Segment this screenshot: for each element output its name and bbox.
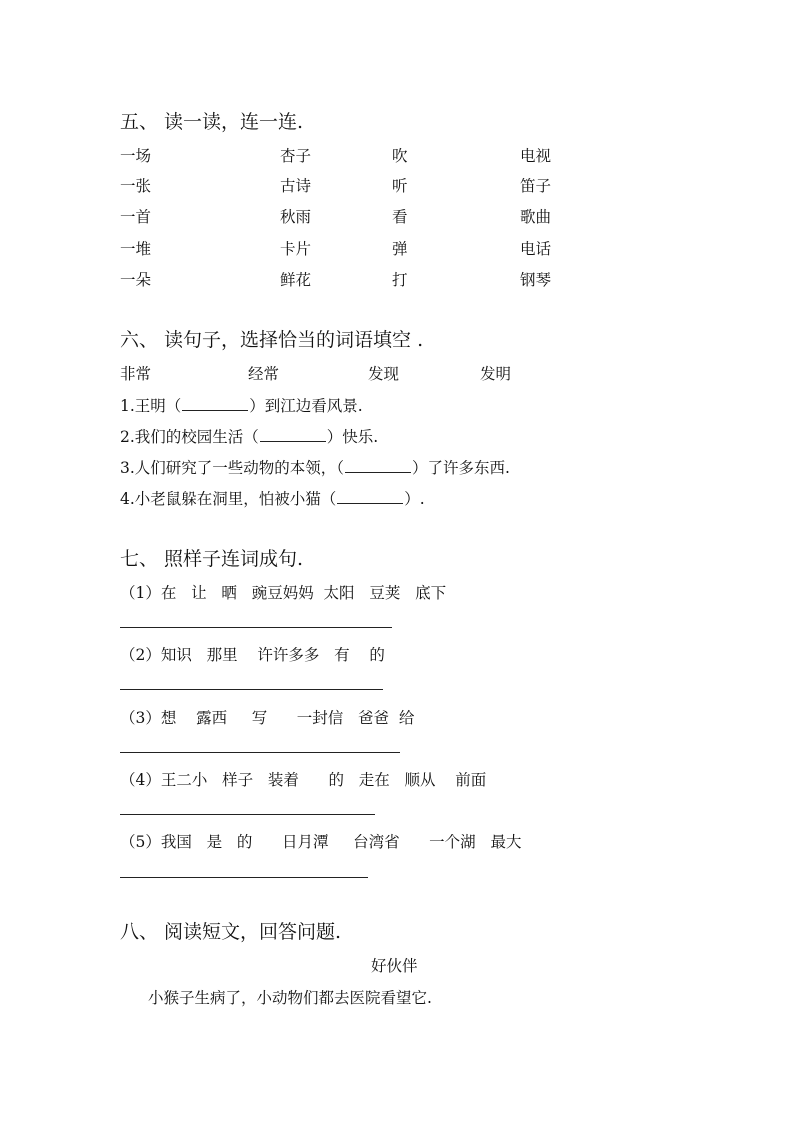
sentence-4-end: ）. [404,490,425,508]
word-choice: 经常 [248,365,280,383]
fill-blank[interactable] [337,489,403,504]
col1-item: 一场 [120,147,152,165]
story-paragraph: 小猴子生病了，小动物们都去医院看望它. [148,989,432,1007]
section-7-title: 七、 照样子连词成句. [120,548,304,570]
section-6-title: 六、 读句子，选择恰当的词语填空 . [120,329,424,351]
word-order-item-3: （3）想 露西 写 一封信 爸爸 给 [120,709,415,727]
col4-item: 钢琴 [520,271,552,289]
col2-item: 杏子 [280,147,312,165]
sentence-4-start: 4.小老鼠躲在洞里，怕被小猫（ [120,490,337,508]
answer-line[interactable] [120,627,392,628]
col3-item: 看 [392,208,408,226]
col4-item: 电视 [520,147,552,165]
word-choice: 发现 [368,365,400,383]
col3-item: 打 [392,271,408,289]
sentence-3 [120,456,510,478]
section-5-title: 五、 读一读，连一连. [120,111,304,133]
sentence-2-start: 2.我们的校园生活（ [120,428,259,446]
answer-line[interactable] [120,814,375,815]
col2-item: 古诗 [280,177,312,195]
word-order-item-1: （1）在 让 晒 豌豆妈妈 太阳 豆荚 底下 [120,584,447,602]
col3-item: 听 [392,177,408,195]
fill-blank[interactable] [345,458,411,473]
sentence-1-start: 1.王明（ [120,397,182,415]
story-title: 好伙伴 [371,957,418,975]
col2-item: 秋雨 [280,208,312,226]
col1-item: 一堆 [120,240,152,258]
sentence-3-end: ）了许多东西. [412,459,510,477]
sentence-1-end: ）到江边看风景. [249,397,363,415]
word-order-item-4: （4）王二小 样子 装着 的 走在 顺从 前面 [120,771,487,789]
col3-item: 吹 [392,147,408,165]
word-choice: 非常 [120,365,152,383]
sentence-2-end: ）快乐. [326,428,379,446]
sentence-1 [120,394,363,416]
answer-line[interactable] [120,752,400,753]
word-order-item-5: （5）我国 是 的 日月潭 台湾省 一个湖 最大 [120,833,522,851]
sentence-3-start: 3.人们研究了一些动物的本领，（ [120,459,345,477]
col4-item: 电话 [520,240,552,258]
col4-item: 笛子 [520,177,552,195]
sentence-2 [120,425,378,447]
word-choice: 发明 [480,365,512,383]
answer-line[interactable] [120,877,368,878]
section-8-title: 八、 阅读短文，回答问题. [120,921,342,943]
word-order-item-2: （2）知识 那里 许许多多 有 的 [120,646,385,664]
fill-blank[interactable] [260,427,326,442]
fill-blank[interactable] [182,396,248,411]
sentence-4 [120,487,425,509]
col3-item: 弹 [392,240,408,258]
col1-item: 一首 [120,208,152,226]
col1-item: 一朵 [120,271,152,289]
answer-line[interactable] [120,689,383,690]
col2-item: 鲜花 [280,271,312,289]
col2-item: 卡片 [280,240,312,258]
col1-item: 一张 [120,177,152,195]
col4-item: 歌曲 [520,208,552,226]
